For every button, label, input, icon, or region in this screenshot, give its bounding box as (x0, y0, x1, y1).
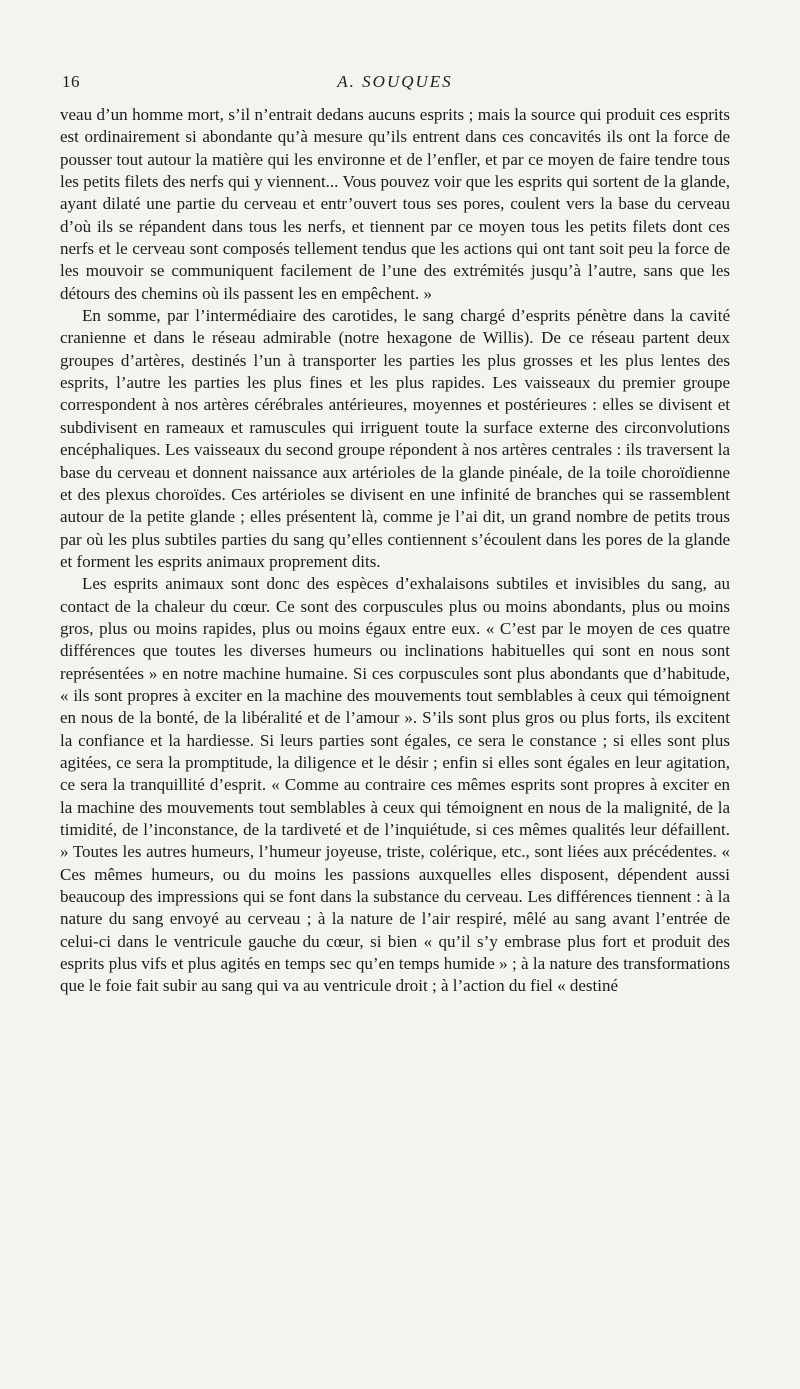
paragraph: En somme, par l’intermédiaire des carotides, le sang chargé d’esprits pénètre dans la cavité cranienne et dans le réseau admirable (notre hexagone de Willis). De ce réseau partent deux groupes d’artères, destinés l’un à transporter les parties les plus grosses et les plus lentes des esprits, l’autre les parties les plus fines et les plus rapides. Les vaisseaux du premier groupe correspondent à nos artères cérébrales antérieures, moyennes et postérieures : elles se divisent et subdivisent en rameaux et ramuscules qui irriguent toute la surface externe des circonvolutions encéphaliques. Les vaisseaux du second groupe répondent à nos artères centrales : ils traversent la base du cerveau et donnent naissance aux artérioles de la glande pinéale, de la toile choroïdienne et des plexus choroïdes. Ces artérioles se divisent en une infinité de branches qui se rassemblent autour de la petite glande ; elles présentent là, comme je l’ai dit, un grand nombre de petits trous par où les plus subtiles parties du sang qu’elles contiennent s’écoulent dans les pores de la glande et forment les esprits animaux proprement dits. (60, 306, 730, 571)
paragraph: Les esprits animaux sont donc des espèces d’exhalaisons subtiles et invisibles du sang, au contact de la chaleur du cœur. Ce sont des corpuscules plus ou moins abondants, plus ou moins gros, plus ou moins rapides, plus ou moins égaux entre eux. « C’est par le moyen de ces quatre différences que toutes les diverses humeurs ou inclinations habituelles qui sont en nous sont représentées » en notre machine humaine. Si ces corpuscules sont plus abondants que d’habitude, « ils sont propres à exciter en la machine des mouvements tout semblables à ceux qui témoignent en nous de la bonté, de la libéralité et de l’amour ». S’ils sont plus gros ou plus forts, ils excitent la confiance et la hardiesse. Si leurs parties sont égales, ce sera le constance ; si elles sont plus agitées, ce sera la promptitude, la diligence et le désir ; enfin si elles sont égales en leur agitation, ce sera la tranquillité d’esprit. « Comme au contraire ces mêmes esprits sont propres à exciter en la machine des mouvements tout semblables à ceux qui témoignent en nous de la malignité, de la timidité, de l’inconstance, de la tardiveté et de l’inquiétude, si ces mêmes qualités leur défaillent. » Toutes les autres humeurs, l’humeur joyeuse, triste, colérique, etc., sont liées aux précédentes. « Ces mêmes humeurs, ou du moins les passions auxquelles elles disposent, dépendent aussi beaucoup des impressions qui se font dans la substance du cerveau. Les différences tiennent : à la nature du sang envoyé au cerveau ; à la nature de l’air respiré, mêlé au sang avant l’entrée de celui-ci dans le ventricule gauche du cœur, si bien « qu’il s’y embrase plus fort et produit des esprits plus vifs et plus agités en temps sec qu’en temps humide » ; à la nature des transformations que le foie fait subir au sang qui va au ventricule droit ; à l’action du fiel « destiné (60, 574, 730, 996)
paragraph: veau d’un homme mort, s’il n’entrait dedans aucuns esprits ; mais la source qui produit ces esprits est ordinairement si abondante qu’à mesure qu’ils entrent dans ces concavités ils ont la force de pousser tout autour la matière qui les environne et de l’enfler, et par ce moyen de faire tendre tous les petits filets des nerfs qui y viennent... Vous pouvez voir que les esprits qui sortent de la glande, ayant dilaté une partie du cerveau et entr’ouvert tous ses pores, coulent vers la base du cerveau d’où ils se répandent dans tous les nerfs, et tiennent par ce moyen tous les petits filets dont ces nerfs et le cerveau sont composés tellement tendus que les actions qui ont tant soit peu la force de les mouvoir se communiquent facilement de l’une des extrémités jusqu’à l’autre, sans que les détours des chemins où ils passent les en empêchent. » (60, 105, 730, 303)
running-head: A. SOUQUES (337, 72, 453, 91)
page (60, 72, 730, 998)
page-header (60, 72, 730, 100)
body-text (60, 104, 730, 998)
page-number: 16 (62, 72, 80, 91)
